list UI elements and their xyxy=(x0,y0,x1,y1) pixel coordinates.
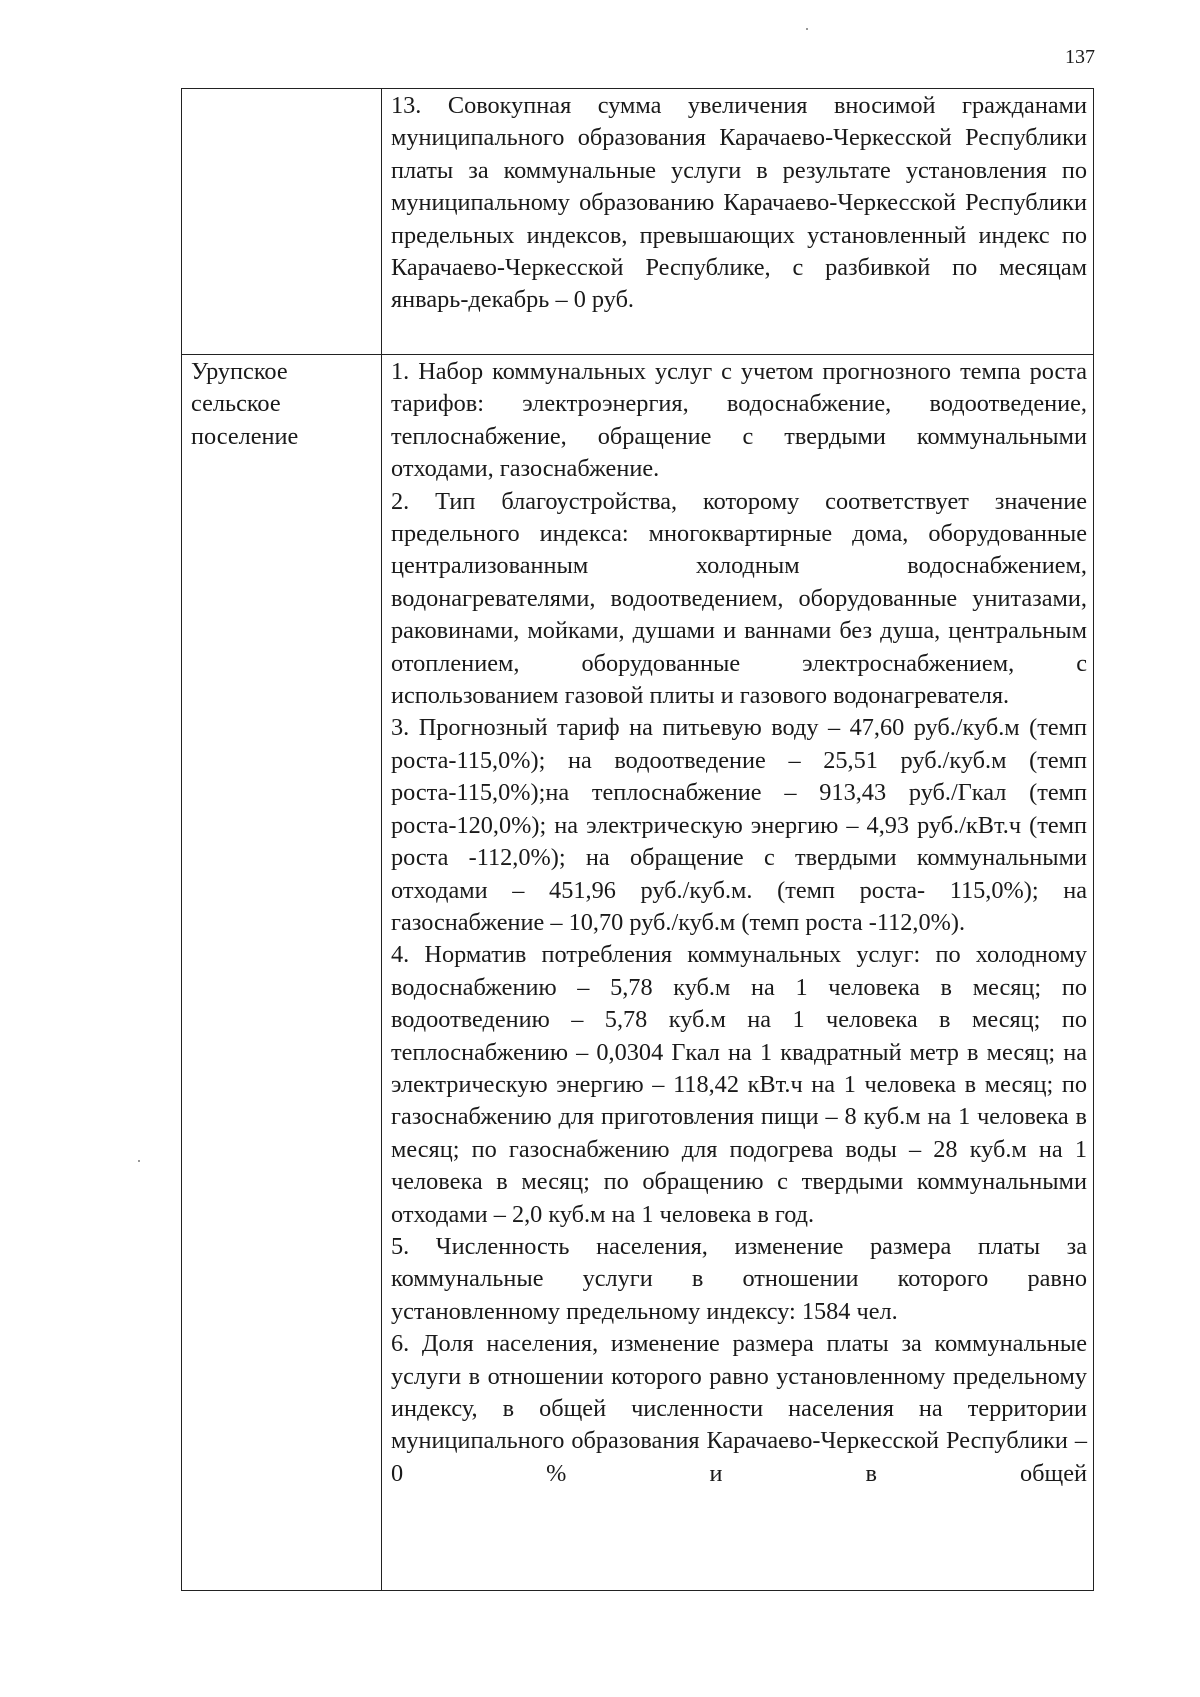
page-number: 137 xyxy=(1065,46,1095,68)
item-4-text: 4. Норматив потребления коммунальных услуг: по холодному водоснабжению – 5,78 куб.м на 1 человека в месяц; по водоотведению – 5,78 куб.м на 1 человека в месяц; по теплоснабжению – 0,0304 Гкал на 1 квадратный метр в месяц; на электрическую энергию – 118,42 кВт.ч на 1 человека в месяц; по газоснабжению для приготовления пищи – 8 куб.м на 1 человека в месяц; по газоснабжению для подогрева воды – 28 куб.м на 1 человека в месяц; по обращению с твердыми коммунальными отходами – 2,0 куб.м на 1 человека в год. xyxy=(391,941,1087,1228)
tariff-table xyxy=(181,88,1094,1591)
item-2-text: 2. Тип благоустройства, которому соответствует значение предельного индекса: многоквартирные дома, оборудованные централизованным холодным водоснабжением, водонагревателями, водоотведением, оборудованные унитазами, раковинами, мойками, душами и ваннами без душа, центральным отоплением, оборудованные электроснабжением, с использованием газовой плиты и газового водонагревателя. xyxy=(391,487,1087,710)
municipality-name-line: Урупское xyxy=(191,358,288,385)
item-6-text: 6. Доля населения, изменение размера платы за коммунальные услуги в отношении которого равно установленному предельному индексу, в общей численности населения на территории муниципального образования Карачаево-Черкесской Республики – 0 % и в общей xyxy=(391,1330,1087,1487)
item-3-text: 3. Прогнозный тариф на питьевую воду – 47,60 руб./куб.м (темп роста-115,0%); на водоотведение – 25,51 руб./куб.м (темп роста-115,0%);на теплоснабжение – 913,43 руб./Гкал (темп роста-120,0%); на электрическую энергию – 4,93 руб./кВт.ч (темп роста -112,0%); на обращение с твердыми коммунальными отходами – 451,96 руб./куб.м. (темп роста- 115,0%); на газоснабжение – 10,70 руб./куб.м (темп роста -112,0%). xyxy=(391,714,1087,936)
scan-speck xyxy=(806,28,808,30)
details-cell xyxy=(382,89,1094,355)
scan-speck xyxy=(138,1160,140,1162)
item-1-text: 1. Набор коммунальных услуг с учетом прогнозного темпа роста тарифов: электроэнергия, водоснабжение, водоотведение, теплоснабжение, обращение с твердыми коммунальными отходами, газоснабжение. xyxy=(391,358,1087,483)
table-row xyxy=(182,355,1094,1591)
municipality-name-line: поселение xyxy=(191,422,299,450)
item-13-text: 13. Совокупная сумма увеличения вносимой гражданами муниципального образования Карачаево-Черкесской Республики платы за коммунальные услуги в результате установления по муниципальному образованию Карачаево-Черкесской Республики предельных индексов, превышающих установленный индекс по Карачаево-Черкесской Республике, с разбивкой по месяцам январь-декабрь – 0 руб. xyxy=(391,92,1087,314)
table-row xyxy=(182,89,1094,355)
item-5-text: 5. Численность населения, изменение размера платы за коммунальные услуги в отношении которого равно установленному предельному индексу: 1584 чел. xyxy=(391,1232,1087,1325)
details-cell xyxy=(382,355,1094,1591)
municipality-name-line: сельское xyxy=(191,390,281,418)
municipality-cell xyxy=(182,355,382,1591)
municipality-cell xyxy=(182,89,382,355)
